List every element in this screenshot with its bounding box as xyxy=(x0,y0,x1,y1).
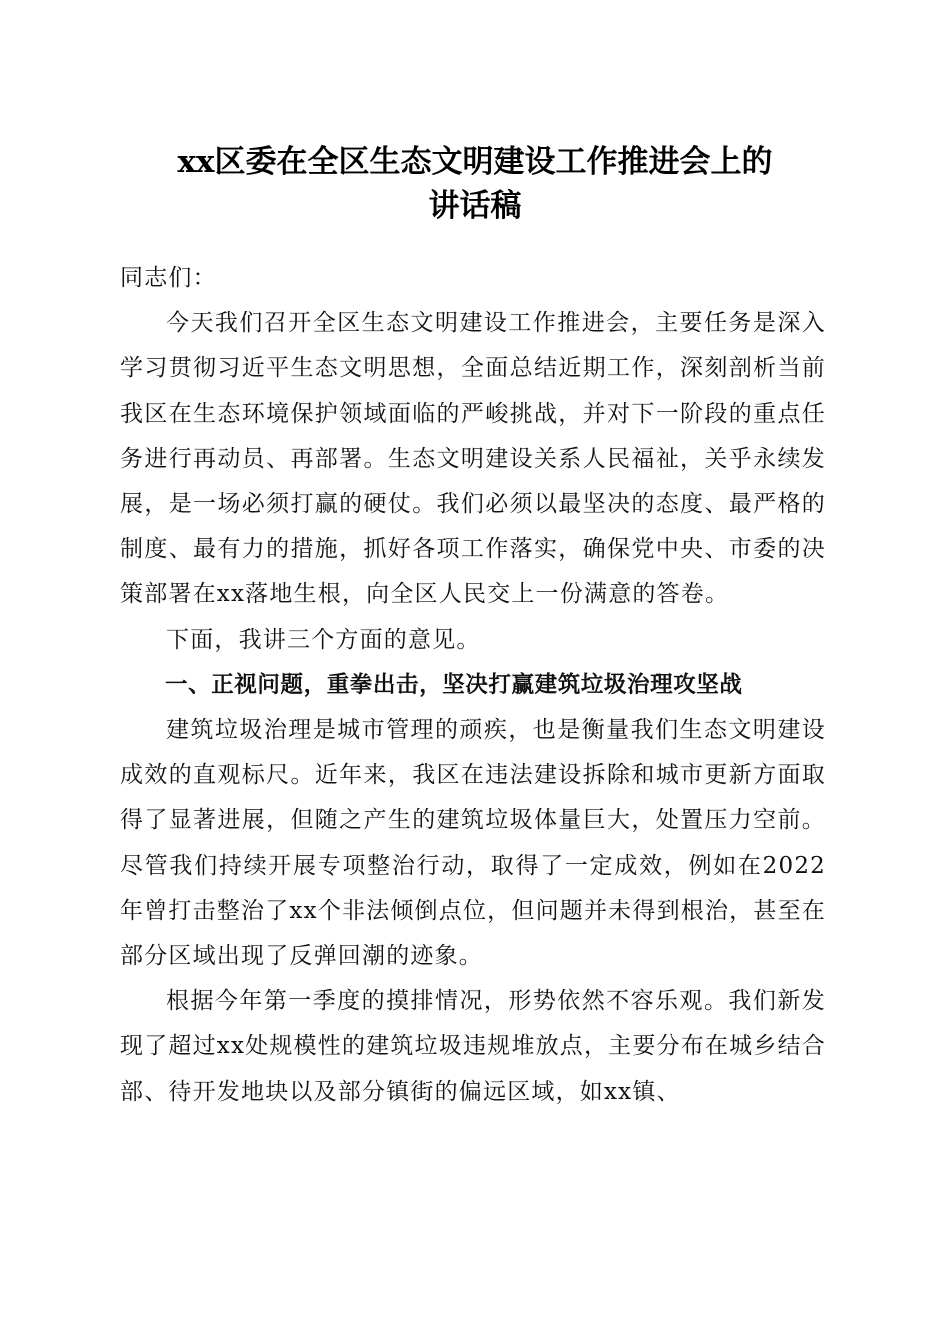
section-1-heading: 一、正视问题，重拳出击，坚决打赢建筑垃圾治理攻坚战 xyxy=(165,671,743,698)
outline-paragraph: 下面，我讲三个方面的意见。 xyxy=(166,626,481,653)
document-body xyxy=(120,256,826,1115)
section-1-paragraph-1: 建筑垃圾治理是城市管理的顽疾，也是衡量我们生态文明建设成效的直观标尺。近年来，我区在违法建设拆除和城市更新方面取得了显著进展，但随之产生的建筑垃圾体量巨大，处置压力空前。尽管我们持续开展专项整治行动，取得了一定成效，例如在2022年曾打击整治了xx个非法倾倒点位，但问题并未得到根治，甚至在部分区域出现了反弹回潮的迹象。 xyxy=(120,717,826,970)
document-title-line-1: xx区委在全区生态文明建设工作推进会上的 xyxy=(177,144,773,180)
section-1-paragraph-2: 根据今年第一季度的摸排情况，形势依然不容乐观。我们新发现了超过xx处规模性的建筑垃圾违规堆放点，主要分布在城乡结合部、待开发地块以及部分镇街的偏远区域，如xx镇、 xyxy=(120,988,826,1105)
document-title-line-2: 讲话稿 xyxy=(428,188,522,224)
salutation: 同志们： xyxy=(120,265,217,291)
opening-paragraph: 今天我们召开全区生态文明建设工作推进会，主要任务是深入学习贯彻习近平生态文明思想，全面总结近期工作，深刻剖析当前我区在生态环境保护领域面临的严峻挑战，并对下一阶段的重点任务进行再动员、再部署。生态文明建设关系人民福祉，关乎永续发展，是一场必须打赢的硬仗。我们必须以最坚决的态度、最严格的制度、最有力的措施，抓好各项工作落实，确保党中央、市委的决策部署在xx落地生根，向全区人民交上一份满意的答卷。 xyxy=(120,310,826,608)
